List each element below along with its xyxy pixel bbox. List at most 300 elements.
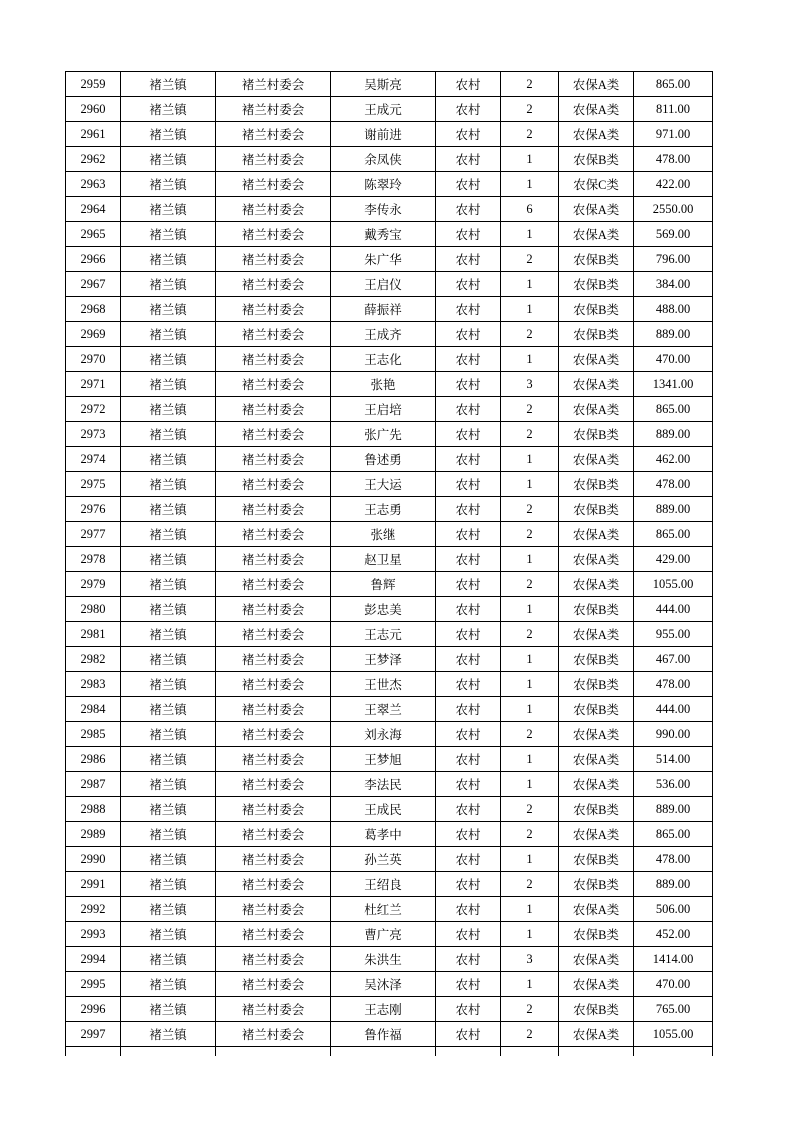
town-cell: 褚兰镇 <box>121 97 216 122</box>
category-cell: 农保B类 <box>559 797 634 822</box>
name-cell: 戴秀宝 <box>331 222 436 247</box>
village-cell: 褚兰村委会 <box>216 572 331 597</box>
type-cell: 农村 <box>436 947 501 972</box>
serial-cell: 2980 <box>66 597 121 622</box>
amount-cell: 1341.00 <box>634 372 713 397</box>
village-cell: 褚兰村委会 <box>216 847 331 872</box>
town-cell: 褚兰镇 <box>121 297 216 322</box>
serial-cell: 2981 <box>66 622 121 647</box>
name-cell: 王梦旭 <box>331 747 436 772</box>
count-cell: 2 <box>501 72 559 97</box>
category-cell: 农保C类 <box>559 172 634 197</box>
type-cell: 农村 <box>436 672 501 697</box>
serial-cell: 2971 <box>66 372 121 397</box>
type-cell: 农村 <box>436 847 501 872</box>
table-row <box>66 547 713 572</box>
village-cell: 褚兰村委会 <box>216 497 331 522</box>
table-row <box>66 472 713 497</box>
town-cell: 褚兰镇 <box>121 522 216 547</box>
amount-cell: 971.00 <box>634 122 713 147</box>
name-cell: 王志勇 <box>331 497 436 522</box>
town-cell: 褚兰镇 <box>121 147 216 172</box>
village-cell: 褚兰村委会 <box>216 872 331 897</box>
town-cell: 褚兰镇 <box>121 172 216 197</box>
name-cell: 张广先 <box>331 422 436 447</box>
category-cell: 农保B类 <box>559 597 634 622</box>
count-cell: 2 <box>501 422 559 447</box>
name-cell: 朱广华 <box>331 247 436 272</box>
category-cell: 农保A类 <box>559 347 634 372</box>
type-cell: 农村 <box>436 397 501 422</box>
type-cell: 农村 <box>436 172 501 197</box>
category-cell: 农保A类 <box>559 747 634 772</box>
table-row <box>66 597 713 622</box>
table-row <box>66 197 713 222</box>
serial-cell: 2995 <box>66 972 121 997</box>
table-row <box>66 897 713 922</box>
serial-cell: 2961 <box>66 122 121 147</box>
category-cell: 农保A类 <box>559 772 634 797</box>
table-row <box>66 272 713 297</box>
serial-cell: 2978 <box>66 547 121 572</box>
serial-cell: 2969 <box>66 322 121 347</box>
category-cell: 农保A类 <box>559 897 634 922</box>
category-cell: 农保A类 <box>559 122 634 147</box>
table-row <box>66 947 713 972</box>
amount-cell: 536.00 <box>634 772 713 797</box>
name-cell: 王成元 <box>331 97 436 122</box>
village-cell: 褚兰村委会 <box>216 747 331 772</box>
table-row <box>66 722 713 747</box>
count-cell: 1 <box>501 272 559 297</box>
name-cell: 李传永 <box>331 197 436 222</box>
village-cell: 褚兰村委会 <box>216 247 331 272</box>
name-cell: 李法民 <box>331 772 436 797</box>
table-row <box>66 422 713 447</box>
category-cell: 农保B类 <box>559 322 634 347</box>
count-cell: 2 <box>501 622 559 647</box>
town-cell: 褚兰镇 <box>121 622 216 647</box>
name-cell: 张艳 <box>331 372 436 397</box>
table-row <box>66 697 713 722</box>
category-cell: 农保A类 <box>559 97 634 122</box>
town-cell: 褚兰镇 <box>121 997 216 1022</box>
amount-cell: 429.00 <box>634 547 713 572</box>
village-cell: 褚兰村委会 <box>216 547 331 572</box>
count-cell: 1 <box>501 647 559 672</box>
name-cell <box>331 1047 436 1057</box>
category-cell: 农保A类 <box>559 222 634 247</box>
name-cell: 赵卫星 <box>331 547 436 572</box>
category-cell: 农保B类 <box>559 697 634 722</box>
town-cell: 褚兰镇 <box>121 497 216 522</box>
type-cell: 农村 <box>436 272 501 297</box>
category-cell: 农保B类 <box>559 672 634 697</box>
table-row <box>66 397 713 422</box>
count-cell: 1 <box>501 897 559 922</box>
village-cell: 褚兰村委会 <box>216 672 331 697</box>
amount-cell: 889.00 <box>634 872 713 897</box>
count-cell: 2 <box>501 1022 559 1047</box>
village-cell: 褚兰村委会 <box>216 922 331 947</box>
count-cell: 2 <box>501 872 559 897</box>
count-cell: 1 <box>501 347 559 372</box>
town-cell <box>121 1047 216 1057</box>
serial-cell: 2983 <box>66 672 121 697</box>
serial-cell: 2997 <box>66 1022 121 1047</box>
serial-cell: 2986 <box>66 747 121 772</box>
name-cell: 王梦泽 <box>331 647 436 672</box>
table-row <box>66 297 713 322</box>
serial-cell: 2982 <box>66 647 121 672</box>
type-cell: 农村 <box>436 72 501 97</box>
amount-cell: 889.00 <box>634 422 713 447</box>
type-cell: 农村 <box>436 797 501 822</box>
table-row <box>66 97 713 122</box>
category-cell: 农保B类 <box>559 922 634 947</box>
amount-cell: 462.00 <box>634 447 713 472</box>
town-cell: 褚兰镇 <box>121 1022 216 1047</box>
table-row <box>66 772 713 797</box>
name-cell: 朱洪生 <box>331 947 436 972</box>
amount-cell: 488.00 <box>634 297 713 322</box>
amount-cell: 1055.00 <box>634 1022 713 1047</box>
serial-cell: 2970 <box>66 347 121 372</box>
town-cell: 褚兰镇 <box>121 347 216 372</box>
type-cell: 农村 <box>436 697 501 722</box>
type-cell: 农村 <box>436 522 501 547</box>
village-cell: 褚兰村委会 <box>216 897 331 922</box>
table-row <box>66 1022 713 1047</box>
table-row <box>66 372 713 397</box>
serial-cell: 2963 <box>66 172 121 197</box>
serial-cell: 2992 <box>66 897 121 922</box>
category-cell: 农保B类 <box>559 647 634 672</box>
table-row-partial <box>66 1047 713 1057</box>
village-cell: 褚兰村委会 <box>216 947 331 972</box>
village-cell: 褚兰村委会 <box>216 272 331 297</box>
count-cell: 1 <box>501 172 559 197</box>
name-cell: 陈翠玲 <box>331 172 436 197</box>
amount-cell: 444.00 <box>634 597 713 622</box>
amount-cell: 990.00 <box>634 722 713 747</box>
category-cell: 农保B类 <box>559 847 634 872</box>
table-row <box>66 872 713 897</box>
type-cell: 农村 <box>436 922 501 947</box>
village-cell: 褚兰村委会 <box>216 197 331 222</box>
amount-cell: 796.00 <box>634 247 713 272</box>
amount-cell: 955.00 <box>634 622 713 647</box>
amount-cell: 467.00 <box>634 647 713 672</box>
serial-cell: 2966 <box>66 247 121 272</box>
serial-cell: 2968 <box>66 297 121 322</box>
serial-cell: 2972 <box>66 397 121 422</box>
town-cell: 褚兰镇 <box>121 847 216 872</box>
category-cell: 农保B类 <box>559 422 634 447</box>
amount-cell: 514.00 <box>634 747 713 772</box>
category-cell: 农保A类 <box>559 522 634 547</box>
town-cell: 褚兰镇 <box>121 122 216 147</box>
amount-cell: 889.00 <box>634 797 713 822</box>
serial-cell: 2984 <box>66 697 121 722</box>
table-row <box>66 447 713 472</box>
type-cell: 农村 <box>436 122 501 147</box>
village-cell: 褚兰村委会 <box>216 97 331 122</box>
town-cell: 褚兰镇 <box>121 797 216 822</box>
count-cell: 3 <box>501 947 559 972</box>
type-cell: 农村 <box>436 197 501 222</box>
count-cell: 1 <box>501 922 559 947</box>
type-cell: 农村 <box>436 772 501 797</box>
amount-cell: 444.00 <box>634 697 713 722</box>
name-cell: 王启仪 <box>331 272 436 297</box>
type-cell: 农村 <box>436 222 501 247</box>
type-cell: 农村 <box>436 972 501 997</box>
serial-cell: 2964 <box>66 197 121 222</box>
category-cell: 农保B类 <box>559 297 634 322</box>
amount-cell: 865.00 <box>634 822 713 847</box>
category-cell: 农保B类 <box>559 272 634 297</box>
town-cell: 褚兰镇 <box>121 272 216 297</box>
town-cell: 褚兰镇 <box>121 372 216 397</box>
count-cell: 2 <box>501 522 559 547</box>
count-cell: 1 <box>501 672 559 697</box>
amount-cell: 865.00 <box>634 522 713 547</box>
category-cell: 农保A类 <box>559 622 634 647</box>
type-cell: 农村 <box>436 372 501 397</box>
town-cell: 褚兰镇 <box>121 772 216 797</box>
name-cell: 彭忠美 <box>331 597 436 622</box>
town-cell: 褚兰镇 <box>121 547 216 572</box>
type-cell <box>436 1047 501 1057</box>
table-row <box>66 672 713 697</box>
town-cell: 褚兰镇 <box>121 747 216 772</box>
village-cell: 褚兰村委会 <box>216 397 331 422</box>
serial-cell: 2967 <box>66 272 121 297</box>
table-row <box>66 847 713 872</box>
type-cell: 农村 <box>436 97 501 122</box>
town-cell: 褚兰镇 <box>121 597 216 622</box>
category-cell: 农保A类 <box>559 197 634 222</box>
name-cell: 鲁辉 <box>331 572 436 597</box>
village-cell: 褚兰村委会 <box>216 122 331 147</box>
table-row <box>66 322 713 347</box>
name-cell: 葛孝中 <box>331 822 436 847</box>
name-cell: 鲁作福 <box>331 1022 436 1047</box>
town-cell: 褚兰镇 <box>121 247 216 272</box>
amount-cell: 452.00 <box>634 922 713 947</box>
category-cell: 农保A类 <box>559 572 634 597</box>
amount-cell: 478.00 <box>634 847 713 872</box>
name-cell: 王成齐 <box>331 322 436 347</box>
serial-cell: 2988 <box>66 797 121 822</box>
count-cell <box>501 1047 559 1057</box>
village-cell: 褚兰村委会 <box>216 772 331 797</box>
amount-cell: 478.00 <box>634 472 713 497</box>
count-cell: 2 <box>501 822 559 847</box>
type-cell: 农村 <box>436 422 501 447</box>
amount-cell: 470.00 <box>634 347 713 372</box>
table-row <box>66 622 713 647</box>
name-cell: 刘永海 <box>331 722 436 747</box>
table-row <box>66 822 713 847</box>
amount-cell: 765.00 <box>634 997 713 1022</box>
category-cell <box>559 1047 634 1057</box>
table-row <box>66 522 713 547</box>
name-cell: 孙兰英 <box>331 847 436 872</box>
type-cell: 农村 <box>436 622 501 647</box>
serial-cell: 2994 <box>66 947 121 972</box>
amount-cell: 422.00 <box>634 172 713 197</box>
table-row <box>66 572 713 597</box>
town-cell: 褚兰镇 <box>121 422 216 447</box>
town-cell: 褚兰镇 <box>121 72 216 97</box>
table-row <box>66 172 713 197</box>
count-cell: 1 <box>501 697 559 722</box>
type-cell: 农村 <box>436 447 501 472</box>
amount-cell: 506.00 <box>634 897 713 922</box>
village-cell: 褚兰村委会 <box>216 147 331 172</box>
village-cell: 褚兰村委会 <box>216 622 331 647</box>
table-row <box>66 797 713 822</box>
town-cell: 褚兰镇 <box>121 222 216 247</box>
count-cell: 6 <box>501 197 559 222</box>
town-cell: 褚兰镇 <box>121 697 216 722</box>
table-row <box>66 647 713 672</box>
category-cell: 农保A类 <box>559 72 634 97</box>
category-cell: 农保A类 <box>559 372 634 397</box>
benefit-roster-table <box>65 71 713 1056</box>
type-cell: 农村 <box>436 147 501 172</box>
type-cell: 农村 <box>436 897 501 922</box>
name-cell: 鲁述勇 <box>331 447 436 472</box>
category-cell: 农保B类 <box>559 147 634 172</box>
name-cell: 吴沐泽 <box>331 972 436 997</box>
count-cell: 2 <box>501 997 559 1022</box>
count-cell: 1 <box>501 847 559 872</box>
village-cell: 褚兰村委会 <box>216 522 331 547</box>
count-cell: 3 <box>501 372 559 397</box>
village-cell: 褚兰村委会 <box>216 797 331 822</box>
serial-cell: 2960 <box>66 97 121 122</box>
name-cell: 王成民 <box>331 797 436 822</box>
count-cell: 2 <box>501 322 559 347</box>
village-cell: 褚兰村委会 <box>216 222 331 247</box>
category-cell: 农保B类 <box>559 872 634 897</box>
count-cell: 2 <box>501 722 559 747</box>
town-cell: 褚兰镇 <box>121 722 216 747</box>
count-cell: 1 <box>501 147 559 172</box>
town-cell: 褚兰镇 <box>121 822 216 847</box>
serial-cell: 2962 <box>66 147 121 172</box>
type-cell: 农村 <box>436 822 501 847</box>
amount-cell: 889.00 <box>634 497 713 522</box>
name-cell: 王启培 <box>331 397 436 422</box>
village-cell: 褚兰村委会 <box>216 447 331 472</box>
serial-cell: 2989 <box>66 822 121 847</box>
count-cell: 1 <box>501 972 559 997</box>
type-cell: 农村 <box>436 1022 501 1047</box>
town-cell: 褚兰镇 <box>121 647 216 672</box>
serial-cell: 2974 <box>66 447 121 472</box>
amount-cell: 384.00 <box>634 272 713 297</box>
town-cell: 褚兰镇 <box>121 447 216 472</box>
amount-cell: 478.00 <box>634 672 713 697</box>
type-cell: 农村 <box>436 647 501 672</box>
amount-cell: 811.00 <box>634 97 713 122</box>
type-cell: 农村 <box>436 497 501 522</box>
town-cell: 褚兰镇 <box>121 897 216 922</box>
type-cell: 农村 <box>436 872 501 897</box>
count-cell: 1 <box>501 547 559 572</box>
type-cell: 农村 <box>436 322 501 347</box>
amount-cell: 470.00 <box>634 972 713 997</box>
category-cell: 农保A类 <box>559 822 634 847</box>
town-cell: 褚兰镇 <box>121 197 216 222</box>
category-cell: 农保B类 <box>559 997 634 1022</box>
category-cell: 农保A类 <box>559 947 634 972</box>
amount-cell <box>634 1047 713 1057</box>
category-cell: 农保A类 <box>559 397 634 422</box>
type-cell: 农村 <box>436 997 501 1022</box>
village-cell: 褚兰村委会 <box>216 297 331 322</box>
table-row <box>66 147 713 172</box>
amount-cell: 1414.00 <box>634 947 713 972</box>
count-cell: 2 <box>501 122 559 147</box>
count-cell: 2 <box>501 797 559 822</box>
village-cell: 褚兰村委会 <box>216 422 331 447</box>
serial-cell: 2993 <box>66 922 121 947</box>
name-cell: 余凤侠 <box>331 147 436 172</box>
serial-cell: 2959 <box>66 72 121 97</box>
table-row <box>66 997 713 1022</box>
serial-cell: 2990 <box>66 847 121 872</box>
category-cell: 农保A类 <box>559 1022 634 1047</box>
town-cell: 褚兰镇 <box>121 572 216 597</box>
count-cell: 2 <box>501 497 559 522</box>
name-cell: 王绍良 <box>331 872 436 897</box>
type-cell: 农村 <box>436 247 501 272</box>
table-row <box>66 122 713 147</box>
amount-cell: 889.00 <box>634 322 713 347</box>
village-cell: 褚兰村委会 <box>216 72 331 97</box>
type-cell: 农村 <box>436 547 501 572</box>
town-cell: 褚兰镇 <box>121 472 216 497</box>
count-cell: 2 <box>501 97 559 122</box>
serial-cell: 2991 <box>66 872 121 897</box>
serial-cell <box>66 1047 121 1057</box>
village-cell: 褚兰村委会 <box>216 472 331 497</box>
count-cell: 2 <box>501 397 559 422</box>
table-row <box>66 72 713 97</box>
village-cell: 褚兰村委会 <box>216 822 331 847</box>
count-cell: 1 <box>501 597 559 622</box>
category-cell: 农保A类 <box>559 972 634 997</box>
category-cell: 农保B类 <box>559 472 634 497</box>
name-cell: 王志元 <box>331 622 436 647</box>
type-cell: 农村 <box>436 597 501 622</box>
town-cell: 褚兰镇 <box>121 972 216 997</box>
name-cell: 杜红兰 <box>331 897 436 922</box>
town-cell: 褚兰镇 <box>121 322 216 347</box>
category-cell: 农保A类 <box>559 547 634 572</box>
type-cell: 农村 <box>436 347 501 372</box>
count-cell: 1 <box>501 472 559 497</box>
name-cell: 薛振祥 <box>331 297 436 322</box>
count-cell: 1 <box>501 222 559 247</box>
count-cell: 1 <box>501 772 559 797</box>
village-cell: 褚兰村委会 <box>216 722 331 747</box>
